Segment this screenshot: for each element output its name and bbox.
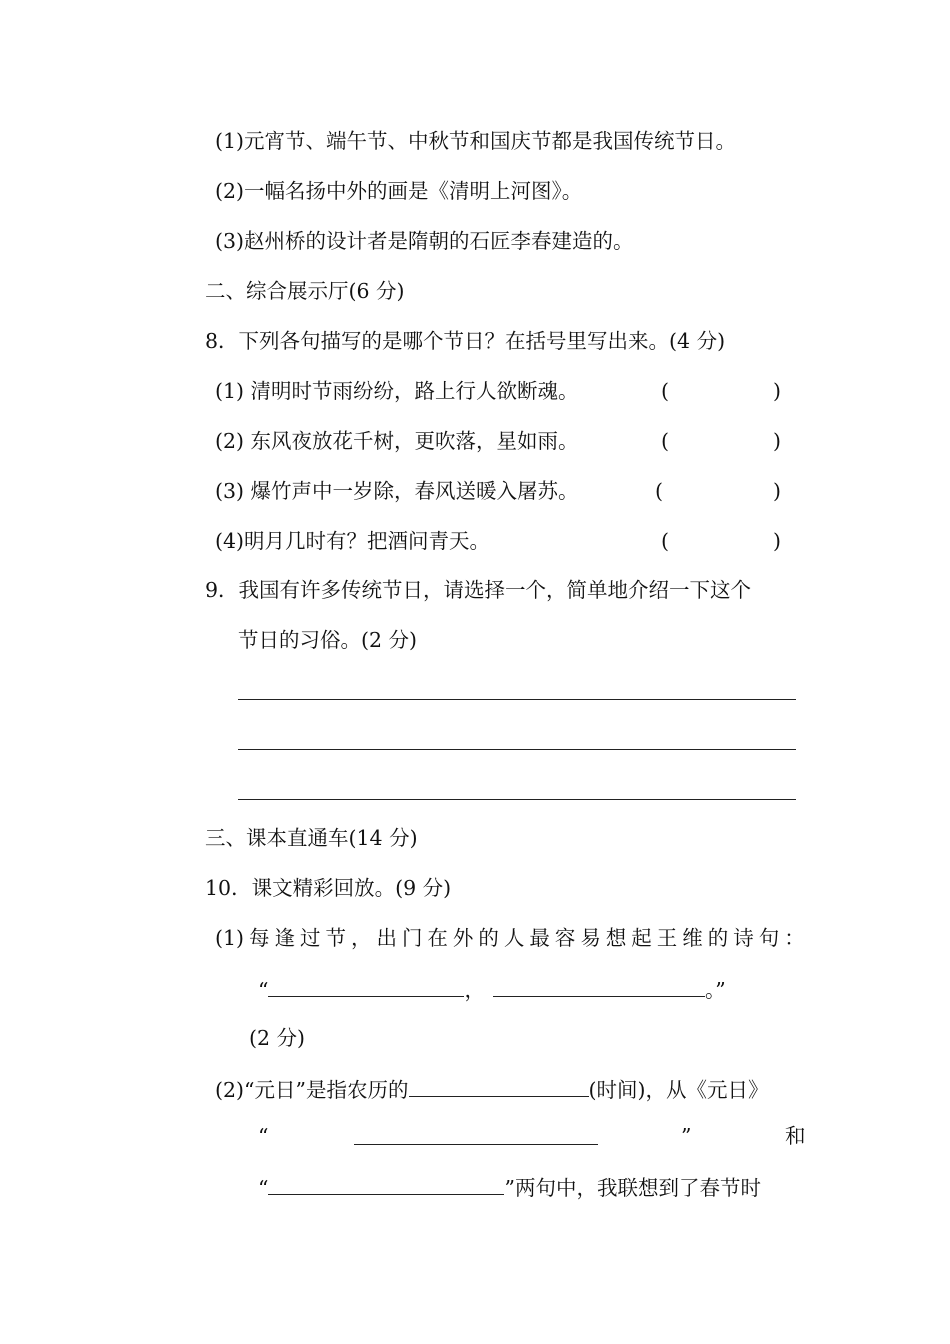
q8-item-3-close-paren: ) [773, 479, 781, 503]
q10-part-2-and: 和 [785, 1124, 806, 1148]
q8-item-2-open-paren: ( [661, 429, 669, 453]
q8-item-3: (3) 爆竹声中一岁除，春风送暖入屠苏。 [215, 479, 579, 503]
verse-blank-2[interactable] [268, 1176, 504, 1195]
verse-blank-1[interactable] [354, 1144, 598, 1145]
question-9-line-2: 节日的习俗。(2 分) [238, 628, 418, 652]
sentence-2: (2)一幅名扬中外的画是《清明上河图》。 [215, 179, 583, 203]
question-9-line-1: 9．我国有许多传统节日，请选择一个，简单地介绍一下这个 [205, 578, 752, 602]
question-10-title: 10．课文精彩回放。(9 分) [205, 876, 452, 900]
poem-blank-2[interactable] [493, 978, 705, 997]
sentence-1: (1)元宵节、端午节、中秋节和国庆节都是我国传统节日。 [215, 129, 737, 153]
q10-part-2-rquote: ” [681, 1124, 692, 1148]
q10-part-2-line-1: (2)“元日”是指农历的 (时间)，从《元日》 [215, 1078, 769, 1102]
q10-part-1-score: (2 分) [249, 1026, 306, 1050]
q10-part-1-blank-line: “ ， 。” [258, 978, 726, 1002]
answer-line-3[interactable] [238, 799, 796, 800]
answer-line-1[interactable] [238, 699, 796, 700]
q8-item-2-close-paren: ) [773, 429, 781, 453]
answer-line-2[interactable] [238, 749, 796, 750]
q8-item-1-close-paren: ) [773, 379, 781, 403]
q10-part-1-line-1: (1) 每 逢 过 节 ， 出 门 在 外 的 人 最 容 易 想 起 王 维 的 诗 句 ： [215, 926, 805, 950]
q8-item-1: (1) 清明时节雨纷纷，路上行人欲断魂。 [215, 379, 579, 403]
q8-item-4-close-paren: ) [773, 529, 781, 553]
q8-item-4: (4)明月几时有？把酒问青天。 [215, 529, 491, 553]
q8-item-2: (2) 东风夜放花千树，更吹落，星如雨。 [215, 429, 579, 453]
section-2-heading: 二、综合展示厅(6 分) [205, 279, 405, 303]
q10-part-2-lquote: “ [258, 1124, 269, 1148]
question-8-title: 8．下列各句描写的是哪个节日？在括号里写出来。(4 分) [205, 329, 726, 353]
q10-part-2-line-3: “ ”两句中，我联想到了春节时 [258, 1176, 761, 1200]
time-blank[interactable] [409, 1078, 589, 1097]
poem-blank-1[interactable] [268, 978, 464, 997]
q8-item-3-open-paren: ( [655, 479, 663, 503]
q8-item-4-open-paren: ( [661, 529, 669, 553]
section-3-heading: 三、课本直通车(14 分) [205, 826, 418, 850]
sentence-3: (3)赵州桥的设计者是隋朝的石匠李春建造的。 [215, 229, 634, 253]
q8-item-1-open-paren: ( [661, 379, 669, 403]
